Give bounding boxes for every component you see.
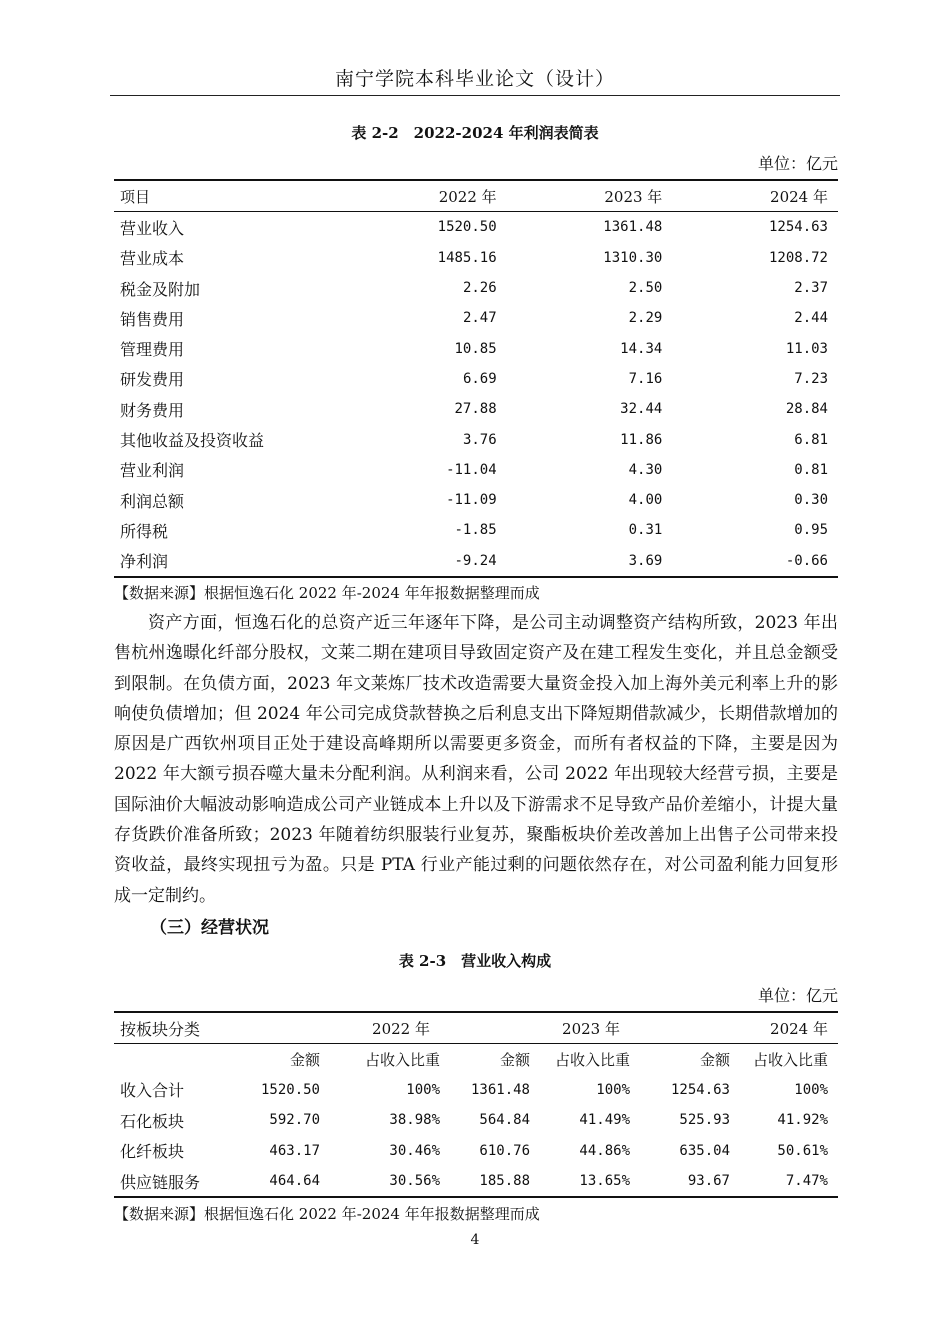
table-cell: 50.61% [777, 1142, 828, 1159]
table-cell: 0.81 [794, 461, 828, 478]
revenue-composition-table [114, 1011, 838, 1198]
table-cell: 0.95 [794, 522, 828, 539]
table-cell: 2.37 [794, 280, 828, 297]
row-label: 利润总额 [120, 491, 185, 511]
table-row [114, 1105, 838, 1135]
table-cell: -11.04 [446, 461, 497, 478]
table-cell: 2.26 [462, 280, 497, 297]
column-header: 金额 [289, 1051, 320, 1070]
table-cell: 2.44 [794, 310, 828, 327]
empty-cell [114, 1044, 260, 1075]
table-cell: 93.67 [630, 1166, 730, 1197]
table-cell: 1361.48 [470, 1081, 530, 1098]
table-cell: 27.88 [454, 401, 497, 418]
table-cell: 0.30 [794, 492, 828, 509]
table2-unit: 单位：亿元 [757, 986, 838, 1005]
row-label: 研发费用 [120, 370, 185, 390]
table-cell: 7.16 [628, 370, 663, 387]
table-row [114, 212, 838, 243]
table-cell: 4.00 [628, 492, 663, 509]
table-cell: 100% [794, 1081, 828, 1098]
table-row [114, 1075, 838, 1105]
column-header: 按板块分类 [114, 1012, 260, 1044]
table-row [114, 1166, 838, 1197]
table-cell: 1254.63 [768, 219, 828, 236]
table-cell: 1520.50 [437, 219, 497, 236]
table1-source: 【数据来源】根据恒逸石化 2022 年-2024 年年报数据整理而成 [114, 584, 540, 602]
body-paragraph: 资产方面，恒逸石化的总资产近三年逐年下降，是公司主动调整资产结构所致，2023 年出售杭州逸暻化纤部分股权，文莱二期在建项目导致固定资产及在建工程发生变化，并且总金额受到限制。在负债方面，2023 年文莱炼厂技术改造需要大量资金投入加上海外美元利率上升的影响使负债增加；但 2024 年公司完成贷款替换之后利息支出下降短期借款减少，长期借款增加的原因是广西钦州项目正处于建设高峰期所以需要更多资金，而所有者权益的下降，主要是因为 2022 年大额亏损吞噬大量未分配利润。从利润来看，公司 2022 年出现较大经营亏损，主要是国际油价大幅波动影响造成公司产业链成本上升以及下游需求不足导致产品价差缩小，计提大量存货跌价准备所致；2023 年随着纺织服装行业复苏，聚酯板块价差改善加上出售子公司带来投资收益，最终实现扭亏为盈。只是 PTA 行业产能过剩的问题依然存在，对公司盈利能力回复形成一定制约。 [114, 613, 838, 906]
row-label: 营业收入 [120, 218, 185, 238]
row-label: 税金及附加 [120, 279, 201, 299]
table-row [114, 364, 838, 394]
table-cell: 7.23 [794, 370, 828, 387]
row-label: 营业成本 [120, 249, 185, 269]
table-row [114, 515, 838, 545]
table-sub-header-row [114, 1044, 838, 1075]
header-rule [110, 95, 840, 96]
column-header: 金额 [699, 1051, 730, 1070]
table-row [114, 243, 838, 273]
table-cell: 6.81 [794, 431, 828, 448]
table-cell: 2.50 [628, 280, 663, 297]
table-cell: -1.85 [454, 522, 497, 539]
section-heading: （三）经营状况 [150, 918, 269, 938]
row-label: 供应链服务 [114, 1166, 260, 1197]
table-cell: 635.04 [679, 1142, 730, 1159]
profit-table [114, 179, 838, 578]
table-row [114, 333, 838, 363]
table-row [114, 424, 838, 454]
table-cell: 0.31 [628, 522, 663, 539]
table-cell: 30.56% [320, 1166, 440, 1197]
column-header: 2024 年 [630, 1012, 838, 1044]
table-group-header-row [114, 1012, 838, 1044]
table-cell: 3.69 [497, 546, 663, 577]
table-cell: 4.30 [628, 461, 663, 478]
table-cell: 2.29 [628, 310, 663, 327]
table-cell: 1310.30 [603, 249, 663, 266]
column-header: 2024 年 [662, 180, 838, 212]
table2-caption: 表 2-3 营业收入构成 [398, 952, 552, 970]
column-header: 2022 年 [357, 180, 496, 212]
table-row [114, 455, 838, 485]
row-label: 净利润 [114, 546, 357, 577]
table2-source: 【数据来源】根据恒逸石化 2022 年-2024 年年报数据整理而成 [114, 1205, 540, 1223]
table-row [114, 546, 838, 577]
row-label: 销售费用 [120, 309, 185, 329]
page-number: 4 [470, 1232, 480, 1248]
table-cell: 1208.72 [768, 249, 828, 266]
row-label: 化纤板块 [120, 1142, 185, 1162]
table-cell: 10.85 [454, 340, 497, 357]
table-cell: 100% [406, 1081, 440, 1098]
table-row [114, 1136, 838, 1166]
table1-caption: 表 2-2 2022-2024 年利润表简表 [351, 124, 599, 142]
table-cell: 1361.48 [603, 219, 663, 236]
table-cell: 28.84 [785, 401, 828, 418]
table-cell: 7.47% [730, 1166, 838, 1197]
table-cell: 32.44 [620, 401, 663, 418]
table-cell: 564.84 [479, 1112, 530, 1129]
table-cell: -0.66 [662, 546, 838, 577]
table-cell: 100% [596, 1081, 630, 1098]
column-header: 占收入比重 [554, 1051, 630, 1070]
table-cell: 41.49% [579, 1112, 630, 1129]
table-cell: -9.24 [357, 546, 496, 577]
table1-unit: 单位：亿元 [757, 154, 838, 173]
table-cell: 44.86% [579, 1142, 630, 1159]
table-cell: 185.88 [440, 1166, 530, 1197]
column-header: 占收入比重 [364, 1051, 440, 1070]
column-header: 项目 [114, 180, 357, 212]
table-row [114, 485, 838, 515]
column-header: 金额 [499, 1051, 530, 1070]
row-label: 石化板块 [120, 1111, 185, 1131]
row-label: 其他收益及投资收益 [120, 431, 265, 451]
table-cell: 41.92% [777, 1112, 828, 1129]
table-cell: 6.69 [462, 370, 497, 387]
row-label: 所得税 [120, 521, 169, 541]
table-header-row [114, 180, 838, 212]
table-row [114, 394, 838, 424]
table-cell: 463.17 [269, 1142, 320, 1159]
column-header: 2022 年 [260, 1012, 440, 1044]
table-cell: 1485.16 [437, 249, 497, 266]
page-header: 南宁学院本科毕业论文（设计） [334, 68, 615, 90]
table-row [114, 303, 838, 333]
table-cell: 464.64 [260, 1166, 320, 1197]
table-cell: 3.76 [462, 431, 497, 448]
row-label: 管理费用 [120, 340, 185, 360]
table-cell: 38.98% [389, 1112, 440, 1129]
table-cell: 610.76 [479, 1142, 530, 1159]
row-label: 收入合计 [120, 1081, 185, 1101]
table-cell: 525.93 [679, 1112, 730, 1129]
row-label: 营业利润 [120, 461, 185, 481]
table-cell: 1254.63 [670, 1081, 730, 1098]
table-cell: 11.86 [620, 431, 663, 448]
column-header: 占收入比重 [752, 1051, 828, 1070]
table-row [114, 273, 838, 303]
column-header: 2023 年 [497, 180, 663, 212]
table-cell: 1520.50 [260, 1081, 320, 1098]
table-cell: -11.09 [446, 492, 497, 509]
table-cell: 14.34 [620, 340, 663, 357]
column-header: 2023 年 [440, 1012, 630, 1044]
table-cell: 2.47 [462, 310, 497, 327]
table-cell: 592.70 [269, 1112, 320, 1129]
table-cell: 11.03 [785, 340, 828, 357]
row-label: 财务费用 [120, 400, 185, 420]
table-cell: 13.65% [530, 1166, 630, 1197]
table-cell: 30.46% [389, 1142, 440, 1159]
